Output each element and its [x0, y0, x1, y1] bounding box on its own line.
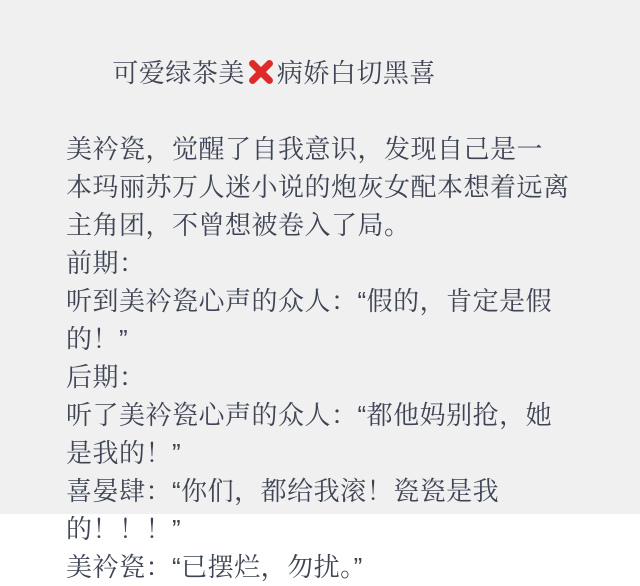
title-prefix: 可爱绿茶美 [112, 58, 245, 88]
text-line: 的！” [66, 324, 129, 354]
text-line: 主角团，不曾想被卷入了局。 [66, 210, 411, 240]
text-line: 美衿瓷：“已摆烂，勿扰。” [66, 552, 363, 582]
text-line: 后期： [66, 362, 146, 392]
text-line: 美衿瓷，觉醒了自我意识，发现自己是一 [66, 134, 544, 164]
text-line: 听到美衿瓷心声的众人：“假的，肯定是假 [66, 286, 553, 316]
text-line: 本玛丽苏万人迷小说的炮灰女配本想着远离 [66, 172, 570, 202]
text-line: 听了美衿瓷心声的众人：“都他妈别抢，她 [66, 400, 553, 430]
cross-mark-icon [246, 57, 276, 87]
text-line: 是我的！” [66, 438, 182, 468]
text-line: 喜晏肆：“你们，都给我滚！瓷瓷是我 [66, 476, 500, 506]
text-block [66, 16, 611, 586]
text-line: 前期： [66, 248, 146, 278]
title-line [66, 16, 611, 130]
text-line: 的！！！” [66, 514, 182, 544]
title-suffix: 病娇白切黑喜 [276, 58, 436, 88]
